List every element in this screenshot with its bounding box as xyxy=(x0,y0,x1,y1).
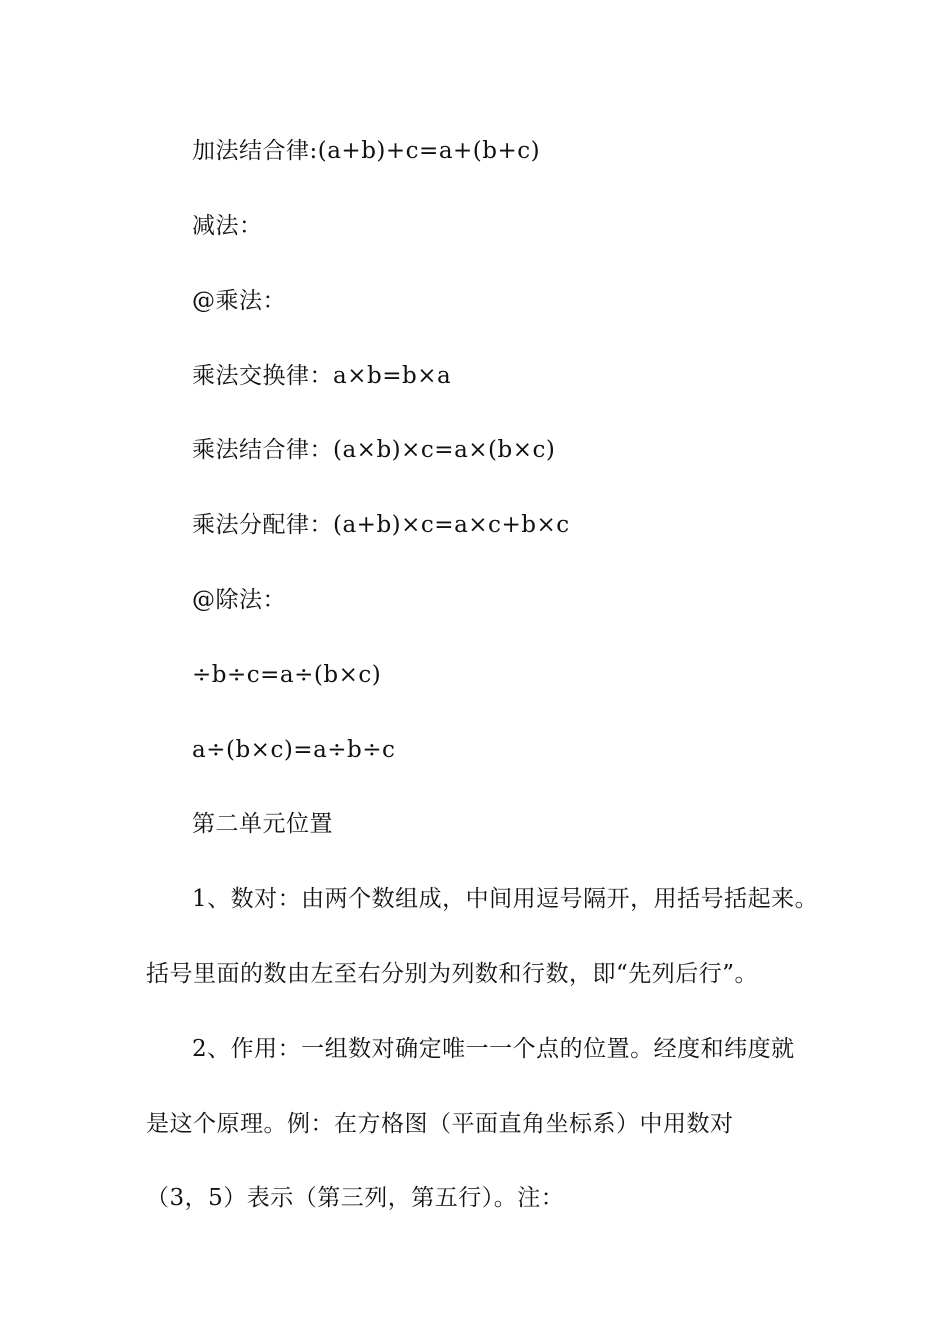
paragraph-2-line-1: 2、作用：一组数对确定唯一一个点的位置。经度和纬度就 xyxy=(192,1036,795,1062)
subtraction-heading: 减法： xyxy=(192,213,263,239)
paragraph-2-line-3: （3，5）表示（第三列，第五行）。注： xyxy=(146,1185,565,1211)
division-rule-1: ÷b÷c=a÷(b×c) xyxy=(192,662,382,688)
multiplication-distributive-law: 乘法分配律：(a+b)×c=a×c+b×c xyxy=(192,512,570,538)
multiplication-heading: @乘法： xyxy=(192,288,286,314)
paragraph-1-line-1: 1、数对：由两个数组成，中间用逗号隔开，用括号括起来。 xyxy=(192,886,819,912)
division-heading: @除法： xyxy=(192,587,286,613)
paragraph-1-line-2: 括号里面的数由左至右分别为列数和行数，即“先列后行”。 xyxy=(146,961,759,987)
paragraph-2-line-2: 是这个原理。例：在方格图（平面直角坐标系）中用数对 xyxy=(146,1111,734,1137)
unit-two-heading: 第二单元位置 xyxy=(192,811,333,837)
addition-associative-law: 加法结合律:(a+b)+c=a+(b+c) xyxy=(192,138,541,164)
multiplication-commutative-law: 乘法交换律：a×b=b×a xyxy=(192,363,452,389)
division-rule-2: a÷(b×c)=a÷b÷c xyxy=(192,737,396,763)
multiplication-associative-law: 乘法结合律：(a×b)×c=a×(b×c) xyxy=(192,437,556,463)
